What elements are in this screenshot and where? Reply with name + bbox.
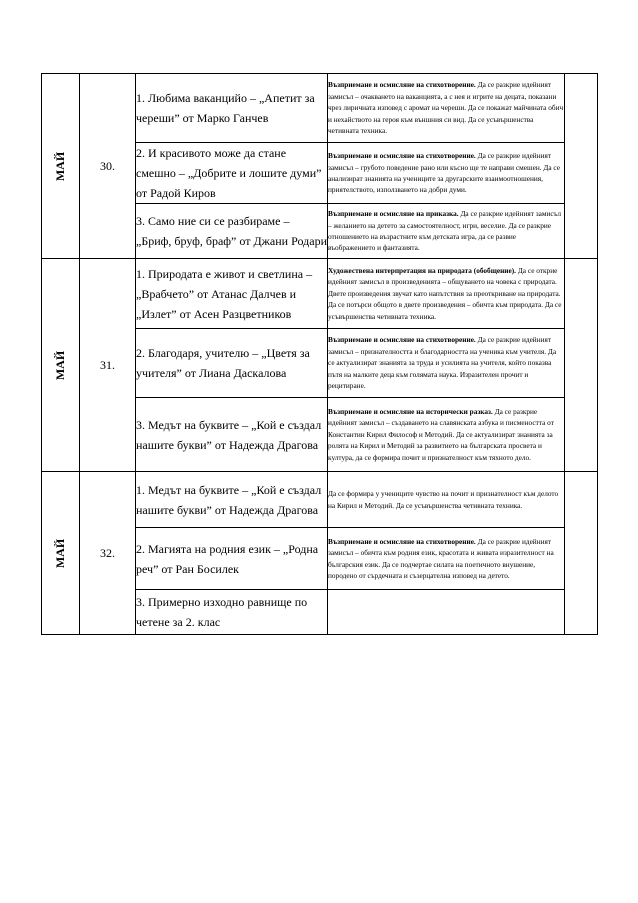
lesson-topic: 2. Магията на родния език – „Родна реч” от Ран Босилек bbox=[136, 528, 328, 590]
description-text: Да се разкрие идейният замисъл – обичта към родния език, красотата и живата изразителност на българския език. Да се подчертае силата на поетичното внушение, породено от сърдечната и съзерцателна изповед на детето. bbox=[328, 536, 554, 580]
lesson-topic: 3. Медът на буквите – „Кой е създал нашите букви” от Надежда Драгова bbox=[136, 398, 328, 472]
empty-cell bbox=[565, 259, 598, 472]
description-heading: Възприемане и осмисляне на стихотворение. bbox=[328, 335, 476, 345]
lesson-description bbox=[328, 204, 565, 259]
empty-cell bbox=[565, 472, 598, 635]
curriculum-table bbox=[41, 73, 598, 635]
description-heading: Възприемане и осмисляне на приказка. bbox=[328, 209, 459, 219]
lesson-topic: 1. Медът на буквите – „Кой е създал нашите букви” от Надежда Драгова bbox=[136, 472, 328, 528]
month-cell bbox=[42, 74, 80, 259]
lesson-topic: 1. Любима ваканцийо – „Апетит за череши” от Марко Ганчев bbox=[136, 74, 328, 143]
week-number: 32. bbox=[80, 472, 136, 635]
lesson-topic: 3. Само ние си се разбираме – „Бриф, бруф, браф” от Джани Родари bbox=[136, 204, 328, 259]
lesson-topic: 3. Примерно изходно равнище по четене за 2. клас bbox=[136, 590, 328, 635]
lesson-description bbox=[328, 398, 565, 472]
description-text: Да се разкрие идейният замисъл – очакването на ваканцията, а с нея и игрите на децата, показани чрез лиричната изповед с аромат на череши. Да се покажат майчината обич и нехайството на героя към външния си вид. Да се усъвършенства четивната техника. bbox=[328, 80, 564, 136]
table-row bbox=[42, 472, 598, 528]
lesson-description bbox=[328, 590, 565, 635]
lesson-description bbox=[328, 329, 565, 398]
month-label: МАЙ bbox=[52, 350, 67, 381]
lesson-description bbox=[328, 472, 565, 528]
week-number: 30. bbox=[80, 74, 136, 259]
month-cell bbox=[42, 472, 80, 635]
description-heading: Възприемане и осмисляне на стихотворение. bbox=[328, 151, 476, 161]
lesson-description bbox=[328, 74, 565, 143]
description-heading: Художествена интерпретация на природата (обобщение). bbox=[328, 265, 516, 275]
description-heading: Възприемане и осмисляне на стихотворение. bbox=[328, 80, 476, 90]
description-heading: Възприемане и осмисляне на исторически разказ. bbox=[328, 406, 493, 416]
description-text: Да се разкрие идейният замисъл – грубото поведение рано или късно ще те направи смешен. Да се анализират знанията на учениците за другарските взаимоотношения, приятелството, използването на добри думи. bbox=[328, 151, 560, 195]
lesson-description bbox=[328, 143, 565, 204]
description-text: Да се разкрие идейният замисъл – признателността и благодарността на ученика към учителя. Да се актуализират знанията за труда и усилията на учителя, който показва пътя на малките деца към голямата наука. Изразителен прочит и рецитиране. bbox=[328, 335, 557, 391]
description-text: Да се открие идейният замисъл в произведенията – общуването на човека с природата. Двете произведения звучат като напътствия за преоткриване на природата. Да се потърси общото в двете произведения – обичта към природата. Да се усъвършенства четивната техника. bbox=[328, 265, 562, 321]
description-text: Да се формира у учениците чувство на почит и признателност към делото на Кирил и Методий. Да се усъвършенства четивната техника. bbox=[328, 489, 559, 510]
description-text: Да се разкрие идейният замисъл – създаването на славянската азбука и писмеността от Константин Кирил Философ и Методий. Да се актуализират знанията за ролята на Кирил и Методий за развитието на българската просвета и култура, да се формира почит и признателност към тяхното дело. bbox=[328, 406, 554, 462]
empty-cell bbox=[565, 74, 598, 259]
description-heading: Възприемане и осмисляне на стихотворение. bbox=[328, 536, 476, 546]
lesson-description bbox=[328, 528, 565, 590]
lesson-description bbox=[328, 259, 565, 329]
lesson-topic: 1. Природата е живот и светлина – „Врабчето” от Атанас Далчев и „Излет” от Асен Разцветников bbox=[136, 259, 328, 329]
description-text: Да се разкрие идейният замисъл – желанието на детето за самостоятелност, игри, веселие. Да се разкрие отношението на възрастните към детската игра, да се развие въображението и фантазията. bbox=[328, 209, 562, 253]
month-label: МАЙ bbox=[52, 151, 67, 182]
month-cell bbox=[42, 259, 80, 472]
lesson-topic: 2. И красивото може да стане смешно – „Добрите и лошите думи” от Радой Киров bbox=[136, 143, 328, 204]
week-number: 31. bbox=[80, 259, 136, 472]
table-row bbox=[42, 74, 598, 143]
table-row bbox=[42, 259, 598, 329]
lesson-topic: 2. Благодаря, учителю – „Цветя за учителя” от Лиана Даскалова bbox=[136, 329, 328, 398]
month-label: МАЙ bbox=[52, 538, 67, 569]
